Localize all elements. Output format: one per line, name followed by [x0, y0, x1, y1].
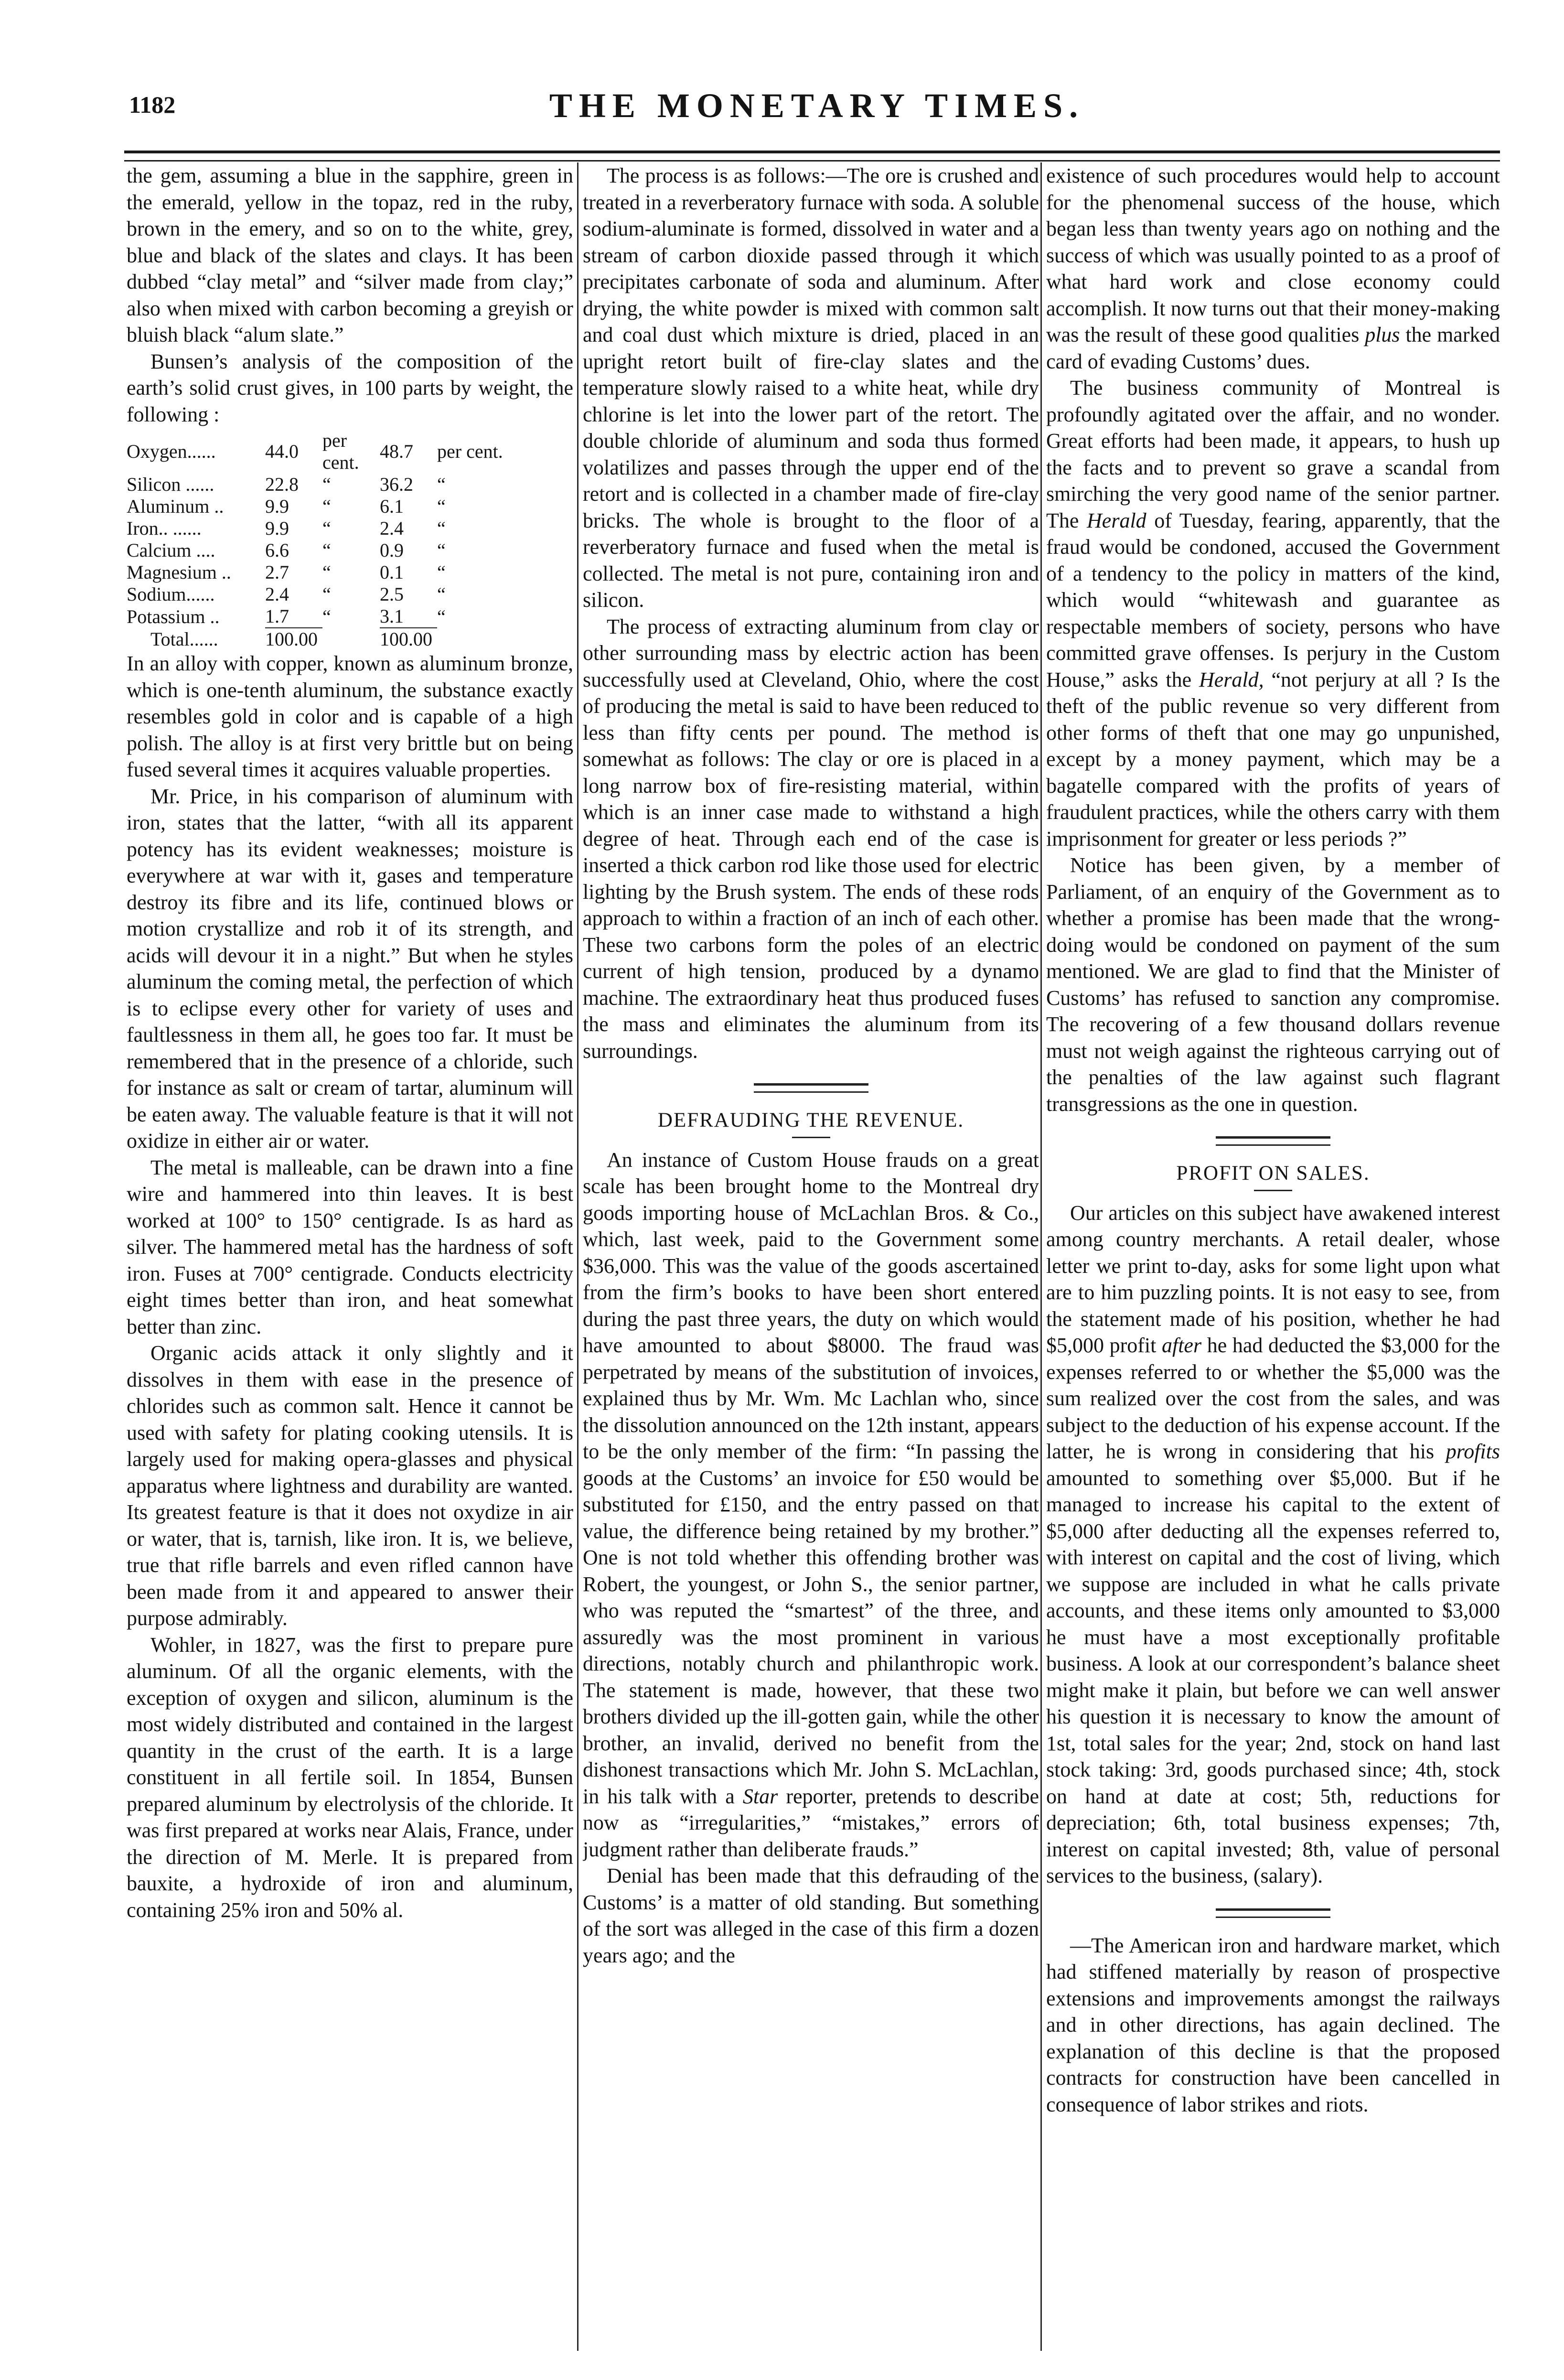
unit-b: “	[437, 517, 446, 539]
paragraph: The process is as follows:—The ore is crushed and treated in a reverberatory furnace with soda. A soluble sodium-aluminate is formed, dissolved in water and a stream of carbon dioxide passed through it which precipitates carbonate of soda and aluminum. After drying, the white powder is mixed with common salt and coal dust which mixture is dried, placed in an upright retort built of fire-clay slates and the temperature slowly raised to a white heat, while dry chlorine is let into the lower part of the retort. The double chloride of aluminum and soda thus formed volatilizes and passes through the upper end of the retort and is collected in a chamber made of fire-clay bricks. The whole is brought to the floor of a reverberatory furnace and fused when the metal is collected. The metal is not pure, containing iron and silicon.	[583, 164, 1039, 612]
total-label: Total......	[150, 628, 218, 650]
element-name: Oxygen......	[127, 441, 216, 462]
element-name: Sodium......	[127, 583, 215, 605]
column-3	[1046, 162, 1500, 2351]
page-number: 1182	[129, 91, 176, 118]
heading-rule	[792, 1137, 830, 1138]
paragraph: Notice has been given, by a member of Parliament, of an enquiry of the Government as to whether a promise has been made that the wrong-doing would be condoned on payment of the sum mentioned. We are glad to find that the Minister of Customs’ has refused to sanction any compromise. The recovering of a few thousand dollars revenue must not weigh against the righteous carrying out of the penalties of the law against such flagrant transgressions as the one in question.	[1046, 853, 1500, 1116]
value-b: 3.1	[380, 605, 404, 627]
value-a: 22.8	[265, 474, 299, 495]
total-row	[127, 628, 503, 650]
unit-a: “	[322, 517, 331, 539]
value-a: 6.6	[265, 539, 289, 561]
paragraph: The business community of Montreal is profoundly agitated over the affair, and no wonder. Great efforts had been made, it appears, to hush up the facts and to prevent so grave a scandal from smirching the very good name of the senior partner. The Herald of Tuesday, fearing, apparently, that the fraud would be condoned, accused the Government of a tendency to the policy in matters of the kind, which would “whitewash and guarantee as respectable members of society, persons who have committed grave offenses. Is perjury in the Custom House,” asks the Herald, “not perjury at all ? Is the theft of the public revenue so very different from other forms of theft that one may go unpunished, except by a money payment, which may be a bagatelle compared with the profits of years of fraudulent practices, while the others carry with them imprisonment for greater or less periods ?”	[1046, 376, 1500, 851]
value-b: 6.1	[380, 495, 404, 517]
unit-a: “	[322, 583, 331, 605]
unit-a: “	[322, 561, 331, 583]
value-a: 44.0	[265, 441, 299, 462]
value-a: 9.9	[265, 495, 289, 517]
paragraph: —The American iron and hardware market, which had stiffened materially by reason of prospective extensions and improvements amongst the railways and in other directions, has again declined. The explanation of this decline is that the proposed contracts for construction have been cancelled in consequence of labor strikes and riots.	[1046, 1933, 1500, 2116]
composition-row	[127, 517, 503, 539]
element-name: Potassium ..	[127, 605, 220, 627]
element-name: Silicon ......	[127, 474, 214, 495]
unit-b: “	[437, 495, 446, 517]
unit-a: “	[322, 474, 331, 495]
value-b: 2.5	[380, 583, 404, 605]
composition-row	[127, 583, 503, 605]
total-a: 100.00	[265, 628, 322, 650]
masthead-title: THE MONETARY TIMES.	[549, 86, 1085, 125]
composition-row	[127, 430, 503, 474]
composition-row	[127, 474, 503, 495]
heading-rule	[1254, 1190, 1292, 1191]
unit-a: “	[322, 539, 331, 561]
composition-row	[127, 605, 503, 628]
unit-a: per cent.	[322, 430, 359, 473]
section-rule	[1216, 1908, 1330, 1918]
value-b: 48.7	[380, 441, 413, 462]
section-rule	[754, 1083, 868, 1093]
article-heading: DEFRAUDING THE REVENUE.	[657, 1109, 964, 1131]
composition-row	[127, 561, 503, 583]
paragraph: existence of such procedures would help to account for the phenomenal success of the house, which began less than twenty years ago on nothing and the success of which was usually pointed to as a proof of what hard work and close economy could accomplish. It now turns out that their money-making was the result of these good qualities plus the marked card of evading Customs’ dues.	[1046, 164, 1500, 373]
element-name: Iron.. ......	[127, 517, 202, 539]
unit-a: “	[322, 605, 331, 627]
paragraph: An instance of Custom House frauds on a great scale has been brought home to the Montreal dry goods importing house of McLachlan Bros. & Co., which, last week, paid to the Government some $36,000. This was the value of the goods ascertained from the firm’s books to have been short entered during the past three years, the duty on which would have amounted to about $8000. The fraud was perpetrated by means of the substitution of invoices, explained thus by Mr. Wm. Mc Lachlan who, since the dissolution announced on the 12th instant, appears to be the only member of the firm: “In passing the goods at the Customs’ an invoice for £50 would be substituted for £150, and the entry passed on that value, the difference being retained by my brother.” One is not told whether this offending brother was Robert, the youngest, or John S., the senior partner, who was reputed the “smartest” of the three, and assuredly was the most prominent in various directions, notably church and philanthropic work. The statement is made, however, that these two brothers divided up the ill-gotten gain, while the other brother, an invalid, derived no benefit from the dishonest transactions which Mr. John S. McLachlan, in his talk with a Star reporter, pretends to describe now as “irregularities,” “mistakes,” errors of judgment rather than deliberate frauds.”	[583, 1148, 1039, 1861]
page-header	[129, 86, 1505, 134]
unit-b: “	[437, 474, 446, 495]
paragraph: The metal is malleable, can be drawn into a fine wire and hammered into thin leaves. It is best worked at 100° to 150° centigrade. Is as hard as silver. The hammered metal has the hardness of soft iron. Fuses at 700° centigrade. Conducts electricity eight times better than iron, and heat somewhat better than zinc.	[127, 1155, 573, 1338]
column-divider	[577, 162, 578, 2351]
newspaper-name: Herald	[1087, 508, 1146, 532]
paragraph: Denial has been made that this defrauding of the Customs’ is a matter of old standing. But something of the sort was alleged in the case of this firm a dozen years ago; and the	[583, 1864, 1039, 1967]
value-a: 2.4	[265, 583, 289, 605]
column-1	[127, 162, 573, 2351]
column-divider	[1040, 162, 1042, 2351]
paragraph: Wohler, in 1827, was the first to prepare pure aluminum. Of all the organic elements, with the exception of oxygen and silicon, aluminum is the most widely distributed and contained in the largest quantity in the crust of the earth. It is a large constituent in all fertile soil. In 1854, Bunsen prepared aluminum by electrolysis of the chloride. It was first prepared at works near Alais, France, under the direction of M. Merle. It is prepared from bauxite, a hydroxide of iron and aluminum, containing 25% iron and 50% al.	[127, 1633, 573, 1922]
value-a: 2.7	[265, 561, 289, 583]
value-b: 0.1	[380, 561, 404, 583]
composition-row	[127, 495, 503, 517]
paragraph: Mr. Price, in his comparison of aluminum with iron, states that the latter, “with all its apparent potency has its evident weaknesses; moisture is everywhere at war with it, gases and temperature destroy its fibre and its life, continued blows or motion crystallize and rob it of its strength, and acids will devour it in a night.” But when he styles aluminum the coming metal, the perfection of which is to eclipse every other for variety of uses and faultlessness in them all, he goes too far. It must be remembered that in the presence of a chloride, such for instance as salt or cream of tartar, aluminum will be eaten away. The valuable feature is that it will not oxidize in either air or water.	[127, 784, 573, 1152]
unit-b: per cent.	[437, 441, 503, 462]
paragraph: Our articles on this subject have awakened interest among country merchants. A retail dealer, whose letter we print to-day, asks for some light upon what are to him puzzling points. It is not easy to see, from the statement made of his position, whether he had $5,000 profit after he had deducted the $3,000 for the expenses referred to or whether the $5,000 was the sum realized over the cost from the sales, and was subject to the deduction of his expense account. If the latter, he is wrong in considering that his profits amounted to something over $5,000. But if he managed to increase his capital to the extent of $5,000 after deducting all the expenses referred to, with interest on capital and the cost of living, which we suppose are included in what he calls private accounts, and these items only amounted to $3,000 he must have a most exceptionally profitable business. A look at our correspondent’s balance sheet might make it plain, but before we can well answer his question it is necessary to know the amount of 1st, total sales for the year; 2nd, stock on hand last stock taking: 3rd, goods purchased since; 4th, stock on hand at date at cost; 5th, reductions for depreciation; 6th, total business expenses; 7th, interest on capital invested; 8th, value of personal services to the business, (salary).	[1046, 1201, 1500, 1887]
newspaper-name: Star	[742, 1784, 778, 1808]
value-b: 36.2	[380, 474, 413, 495]
paragraph: In an alloy with copper, known as aluminum bronze, which is one-tenth aluminum, the substance exactly resembles gold in color and is capable of a high polish. The alloy is at first very brittle but on being fused several times it acquires valuable properties.	[127, 652, 573, 781]
unit-b: “	[437, 561, 446, 583]
unit-b: “	[437, 605, 446, 627]
element-name: Aluminum ..	[127, 495, 224, 517]
value-a: 9.9	[265, 517, 289, 539]
value-b: 2.4	[380, 517, 404, 539]
unit-b: “	[437, 539, 446, 561]
value-a: 1.7	[265, 605, 289, 627]
paragraph: The process of extracting aluminum from clay or other surrounding mass by electric action has been successfully used at Cleveland, Ohio, where the cost of producing the metal is said to have been reduced to less than fifty cents per pound. The method is somewhat as follows: The clay or ore is placed in a long narrow box of fire-resisting material, within which is an inner case made to withstand a high degree of heat. Through each end of the case is inserted a thick carbon rod like those used for electric lighting by the Brush system. The ends of these rods approach to within a fraction of an inch of each other. These two carbons form the poles of an electric current of high tension, produced by a dynamo machine. The extraordinary heat thus produced fuses the mass and eliminates the aluminum from its surroundings.	[583, 614, 1039, 1063]
paragraph: the gem, assuming a blue in the sapphire, green in the emerald, yellow in the topaz, red in the ruby, brown in the emery, and so on to the white, grey, blue and black of the slates and clays. It has been dubbed “clay metal” and “silver made from clay;” also when mixed with carbon becoming a greyish or bluish black “alum slate.”	[127, 164, 573, 346]
element-name: Calcium ....	[127, 539, 215, 561]
total-b: 100.00	[380, 628, 437, 650]
article-heading: PROFIT ON SALES.	[1176, 1162, 1370, 1185]
section-rule	[1216, 1136, 1330, 1146]
composition-table	[127, 430, 503, 650]
value-b: 0.9	[380, 539, 404, 561]
composition-row	[127, 539, 503, 561]
header-rule	[124, 151, 1500, 162]
unit-b: “	[437, 583, 446, 605]
column-2	[583, 162, 1039, 2351]
paragraph: Bunsen’s analysis of the composition of the earth’s solid crust gives, in 100 parts by weight, the following :	[127, 349, 573, 426]
paragraph: Organic acids attack it only slightly and it dissolves in them with ease in the presence of chlorides such as common salt. Hence it cannot be used with safety for plating cooking utensils. It is largely used for making opera-glasses and physical apparatus where lightness and durability are wanted. Its greatest feature is that it does not oxydize in air or water, that is, tarnish, like iron. It is, we believe, true that rifle barrels and even rifled cannon have been made from it and appeared to answer their purpose admirably.	[127, 1341, 573, 1630]
newspaper-name: Herald,	[1199, 668, 1264, 691]
unit-a: “	[322, 495, 331, 517]
element-name: Magnesium ..	[127, 561, 231, 583]
